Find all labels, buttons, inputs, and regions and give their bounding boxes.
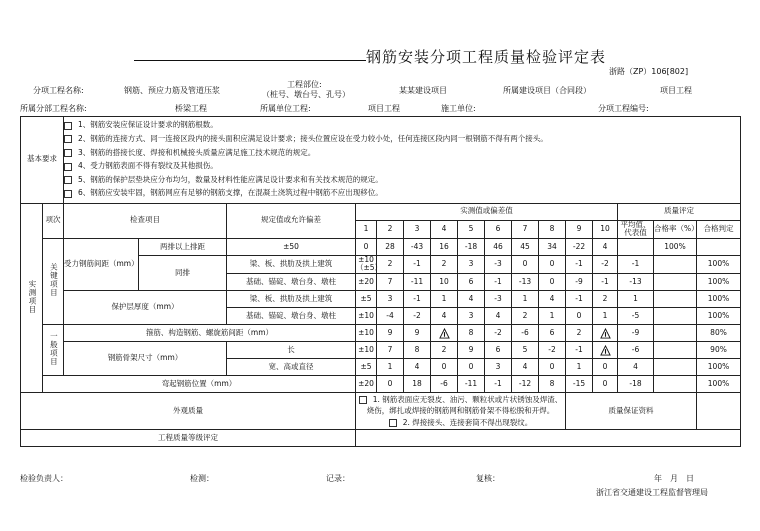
value-cell: 0 — [566, 308, 593, 325]
reviewer-label: 复核： — [476, 474, 500, 483]
value-cell: 4 — [539, 291, 566, 308]
value-cell: -6 — [431, 376, 458, 393]
value-cell: -18 — [458, 238, 485, 255]
value-cell: 8 — [404, 342, 431, 359]
table-row — [21, 238, 741, 255]
verdict-header: 合格判定 — [697, 220, 741, 238]
value-cell: 0 — [539, 255, 566, 273]
rate-header: 合格率（%） — [654, 220, 697, 238]
value-cell: 9 — [458, 342, 485, 359]
assurance-label: 质量保证资料 — [566, 393, 697, 430]
check-item: 宽、高或直径 — [227, 359, 356, 376]
value-cell: 1 — [539, 308, 566, 325]
value-cell: -15 — [566, 376, 593, 393]
form-code: 浙路（ZP）106[802] — [609, 67, 689, 76]
value-cell: -11 — [458, 376, 485, 393]
value-cell: 3 — [458, 308, 485, 325]
check-item: 梁、板、拱肋及拱上建筑 — [227, 291, 356, 308]
skeleton-label: 钢筋骨架尺寸（mm） — [64, 342, 227, 376]
appearance-item: 1. 钢筋表面应无裂皮、油污、颗粒状或片状锈蚀及焊渣、 — [356, 394, 565, 405]
spec-value: ±5 — [356, 291, 377, 308]
value-cell: 5 — [512, 342, 539, 359]
value-cell: 1 — [566, 359, 593, 376]
check-item: 两排以上排距 — [139, 238, 227, 255]
grade-value — [356, 430, 741, 447]
quality-eval-header: 质量评定 — [618, 203, 741, 220]
value-cell: -22 — [566, 238, 593, 255]
value-cell-flagged — [431, 325, 458, 342]
col-header: 5 — [458, 220, 485, 238]
value-cell: 7 — [377, 274, 404, 291]
avg-cell — [654, 255, 697, 273]
avg-cell — [654, 359, 697, 376]
rate-cell: 100% — [697, 274, 741, 291]
value-cell: 2 — [566, 325, 593, 342]
appearance-item: 2. 焊接接头、连接套筒不得出现裂纹。 — [356, 417, 565, 428]
value-cell-flagged — [593, 342, 618, 359]
check-item: 弯起钢筋位置（mm） — [43, 376, 356, 393]
rate-cell: 100% — [697, 308, 741, 325]
recorder-label: 记录： — [326, 474, 350, 483]
check-item: 梁、板、拱肋及拱上建筑 — [227, 255, 356, 273]
same-row-label: 同排 — [139, 255, 227, 290]
division-label: 所属分部工程名称: — [20, 104, 87, 113]
location-label: 工程部位: — [287, 80, 322, 89]
value-cell: 9 — [377, 325, 404, 342]
check-item: 箍筋、构造钢筋、螺旋筋间距（mm） — [64, 325, 356, 342]
appearance-content — [356, 393, 566, 430]
value-cell: -12 — [512, 376, 539, 393]
value-cell: 3 — [377, 291, 404, 308]
value-cell: -9 — [618, 325, 654, 342]
avg-cell — [654, 342, 697, 359]
avg-cell — [654, 274, 697, 291]
value-cell: 4 — [458, 291, 485, 308]
page-title: 钢筋安装分项工程质量检验评定表 — [366, 48, 607, 66]
value-cell: 0 — [512, 255, 539, 273]
assurance-value — [697, 393, 741, 430]
date-label: 年 月 日 — [654, 474, 694, 483]
inspection-table — [20, 116, 741, 447]
value-cell: -4 — [377, 308, 404, 325]
col-header: 10 — [593, 220, 618, 238]
general-group-label: 一般项目 — [43, 325, 64, 376]
spec-header: 规定值或允许偏差 — [227, 203, 356, 238]
rate-cell: 100% — [697, 359, 741, 376]
requirement-item: 4、受力钢筋表面不得有裂纹及其他损伤。 — [64, 160, 740, 174]
value-cell: 7 — [377, 342, 404, 359]
col-header: 8 — [539, 220, 566, 238]
value-cell: 16 — [431, 238, 458, 255]
checkbox-icon[interactable] — [64, 149, 72, 157]
value-cell: -3 — [485, 255, 512, 273]
value-cell: 1 — [593, 308, 618, 325]
table-row — [21, 376, 741, 393]
triangle-flag-icon — [600, 328, 611, 339]
value-cell: 1 — [512, 291, 539, 308]
value-cell: -13 — [618, 274, 654, 291]
check-item: 基础、锚碇、墩台身、墩柱 — [227, 308, 356, 325]
value-cell: -43 — [404, 238, 431, 255]
spec-value: ±20 — [356, 376, 377, 393]
basic-label: 基本要求 — [21, 117, 64, 204]
value-cell: 0 — [431, 359, 458, 376]
col-header: 1 — [356, 220, 377, 238]
value-cell: 4 — [485, 308, 512, 325]
value-cell: 2 — [431, 342, 458, 359]
contractor-value: 某某建设项目 — [399, 86, 447, 95]
spec-value: ±10 — [356, 342, 377, 359]
value-cell: -1 — [404, 291, 431, 308]
index-header: 项次 — [43, 203, 64, 238]
col-header: 3 — [404, 220, 431, 238]
value-cell: 45 — [512, 238, 539, 255]
key-group-label: 关键项目 — [43, 238, 64, 324]
rate-cell: 100% — [697, 255, 741, 273]
value-cell: 10 — [431, 274, 458, 291]
value-cell: 2 — [377, 255, 404, 273]
avg-header: 平均值、代表值 — [618, 220, 654, 238]
avg-cell — [654, 308, 697, 325]
values-header: 实测值或偏差值 — [356, 203, 618, 220]
avg-cell — [654, 291, 697, 308]
value-cell: -1 — [566, 291, 593, 308]
unit-value: 项目工程 — [368, 104, 400, 113]
checkbox-icon[interactable] — [64, 176, 72, 184]
spec-value: ±10 — [356, 325, 377, 342]
unit-label: 所属单位工程: — [260, 104, 311, 113]
spec-value: ±5 — [356, 359, 377, 376]
division-value: 桥梁工程 — [175, 104, 207, 113]
checkbox-icon[interactable] — [64, 190, 72, 198]
value-cell: 8 — [458, 325, 485, 342]
requirement-item: 6、钢筋应安装牢固，钢筋网应有足够的钢筋支撑，在混凝土浇筑过程中钢筋不应出现移位。 — [64, 187, 740, 201]
value-cell: -6 — [512, 325, 539, 342]
checkbox-icon[interactable] — [64, 122, 72, 130]
table-row — [21, 342, 741, 359]
value-cell: 0 — [539, 359, 566, 376]
value-cell: -1 — [566, 342, 593, 359]
col-header: 2 — [377, 220, 404, 238]
subproject-label: 分项工程名称: — [33, 86, 84, 95]
value-cell: -3 — [485, 291, 512, 308]
value-cell: -2 — [485, 325, 512, 342]
avg-cell — [654, 325, 697, 342]
code-label: 分项工程编号: — [598, 104, 649, 113]
value-cell: 18 — [404, 376, 431, 393]
value-cell: 2 — [431, 255, 458, 273]
value-cell: 1 — [377, 359, 404, 376]
value-cell: -9 — [566, 274, 593, 291]
col-header: 6 — [485, 220, 512, 238]
table-row — [21, 325, 741, 342]
belong-project-label: 所属建设项目（合同段） — [503, 86, 591, 95]
value-cell: -6 — [618, 342, 654, 359]
checkbox-icon[interactable] — [359, 396, 367, 404]
triangle-flag-icon — [600, 345, 611, 356]
value-cell: -13 — [512, 274, 539, 291]
value-cell: -11 — [404, 274, 431, 291]
value-cell: -2 — [404, 308, 431, 325]
location-sub: （桩号、墩台号、孔号） — [262, 90, 350, 99]
spec-value: ±10 — [356, 308, 377, 325]
value-cell: 2 — [593, 291, 618, 308]
check-item: 基础、锚碇、墩台身、墩柱 — [227, 274, 356, 291]
value-cell: -1 — [485, 376, 512, 393]
inspector-label: 检验负责人： — [20, 474, 68, 483]
table-row — [21, 291, 741, 308]
requirement-item: 1、钢筋安装应保证设计要求的钢筋根数。 — [64, 119, 740, 133]
verdict-cell — [697, 238, 741, 255]
value-cell: 6 — [458, 274, 485, 291]
value-cell: 0 — [539, 274, 566, 291]
requirement-item: 2、钢筋的连接方式、同一连接区段内的接头面积应满足设计要求；接头位置应设在受力较小处，任何连接区段内同一根钢筋不得有两个接头。 — [64, 133, 740, 147]
belong-project-value: 项目工程 — [660, 86, 692, 95]
cover-label: 保护层厚度（mm） — [64, 291, 227, 325]
value-cell: -2 — [593, 255, 618, 273]
value-cell: -1 — [593, 274, 618, 291]
value-cell: 4 — [593, 238, 618, 255]
rate-cell: 90% — [697, 342, 741, 359]
checkbox-icon[interactable] — [64, 163, 72, 171]
value-cell: 28 — [377, 238, 404, 255]
value-cell: 0 — [356, 238, 377, 255]
checkbox-icon[interactable] — [64, 135, 72, 143]
value-cell: 6 — [539, 325, 566, 342]
construction-label: 施工单位: — [441, 104, 476, 113]
rate-cell: 100% — [654, 238, 697, 255]
value-cell: 8 — [539, 376, 566, 393]
value-cell: 3 — [458, 255, 485, 273]
requirement-item: 5、钢筋的保护层垫块应分布均匀，数量及材料性能应满足设计要求和有关技术规范的规定。 — [64, 173, 740, 187]
rate-cell: 80% — [697, 325, 741, 342]
authority-label: 浙江省交通建设工程监督管理局 — [596, 488, 708, 497]
check-item: 长 — [227, 342, 356, 359]
spec-value: ±10（±5） — [356, 254, 383, 273]
value-cell: -1 — [404, 255, 431, 273]
value-cell: 6 — [485, 342, 512, 359]
value-cell: 0 — [593, 376, 618, 393]
value-cell: 9 — [404, 325, 431, 342]
value-cell: -5 — [618, 308, 654, 325]
value-cell: 3 — [485, 359, 512, 376]
avg-cell — [618, 238, 654, 255]
value-cell: 1 — [618, 291, 654, 308]
appearance-item-cont: 烧伤，绑扎或焊接的钢筋网和钢筋骨架不得松脱和开焊。 — [366, 406, 555, 416]
appearance-label: 外观质量 — [21, 393, 356, 430]
value-cell: 4 — [404, 359, 431, 376]
spec-value: ±20 — [356, 274, 377, 291]
value-cell: 0 — [377, 376, 404, 393]
basic-requirements — [64, 117, 741, 204]
rate-cell: 100% — [697, 376, 741, 393]
value-cell: 0 — [593, 359, 618, 376]
value-cell: 4 — [618, 359, 654, 376]
force-spacing-label: 受力钢筋间距（mm） — [64, 238, 139, 290]
checkbox-icon[interactable] — [389, 419, 397, 427]
value-cell: -1 — [485, 274, 512, 291]
value-cell: -1 — [566, 255, 593, 273]
value-cell: 4 — [431, 308, 458, 325]
check-item-header: 检查项目 — [64, 203, 227, 238]
value-cell: 34 — [539, 238, 566, 255]
triangle-flag-icon — [439, 328, 450, 339]
subproject-value: 钢筋、预应力筋及管道压浆 — [124, 86, 220, 95]
col-header: 9 — [566, 220, 593, 238]
value-cell: -2 — [539, 342, 566, 359]
value-cell: 2 — [512, 308, 539, 325]
avg-cell — [654, 376, 697, 393]
value-cell: 0 — [458, 359, 485, 376]
checker-label: 检测： — [190, 474, 214, 483]
value-cell: -18 — [618, 376, 654, 393]
grade-label: 工程质量等级评定 — [21, 430, 356, 447]
title-underline — [134, 60, 366, 61]
col-header: 4 — [431, 220, 458, 238]
value-cell: 46 — [485, 238, 512, 255]
measured-label: 实测项目 — [21, 203, 43, 393]
col-header: 7 — [512, 220, 539, 238]
value-cell-flagged — [593, 325, 618, 342]
value-cell: 1 — [431, 291, 458, 308]
spec-value: ±50 — [227, 238, 356, 255]
value-cell: 4 — [512, 359, 539, 376]
rate-cell: 100% — [697, 291, 741, 308]
requirement-item: 3、钢筋的搭接长度、焊接和机械接头质量应满足施工技术规范的规定。 — [64, 146, 740, 160]
value-cell: -1 — [618, 255, 654, 273]
